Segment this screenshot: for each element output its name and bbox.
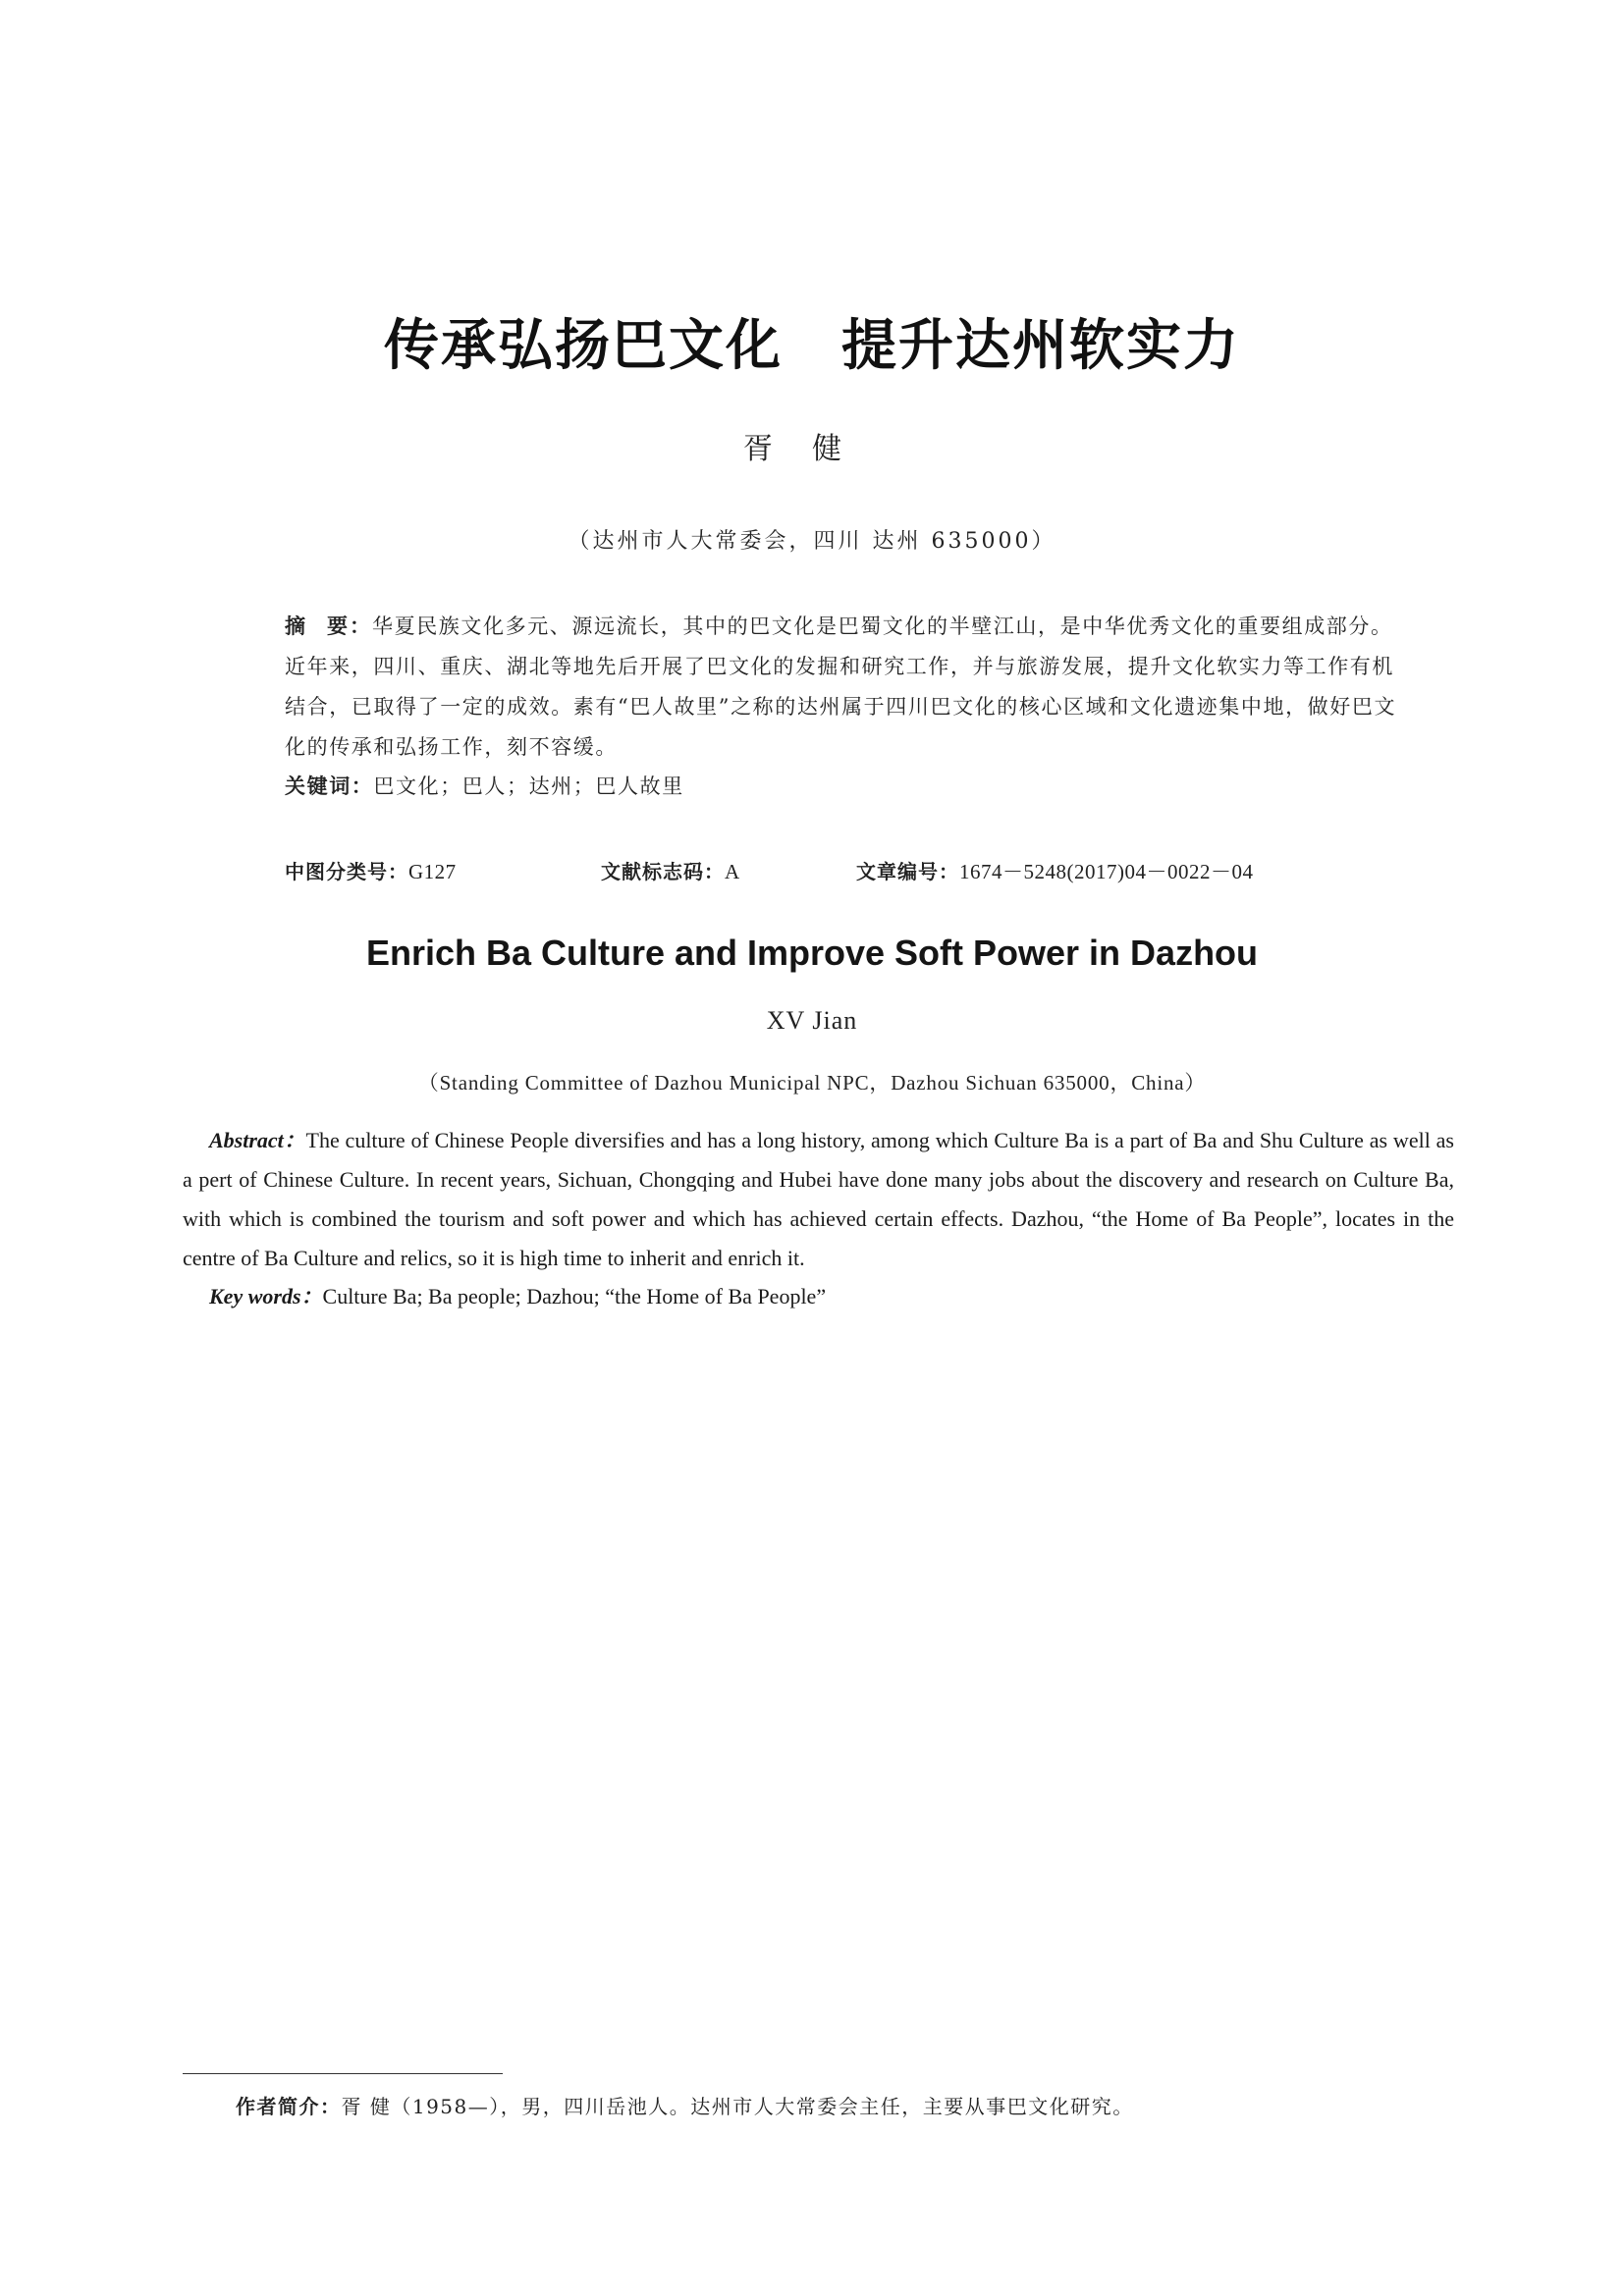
author-bio-label: 作者简介： xyxy=(236,2095,342,2118)
chinese-keywords-text: 巴文化；巴人；达州；巴人故里 xyxy=(373,774,684,798)
article-number xyxy=(856,856,1254,885)
chinese-title-part1: 传承弘扬巴文化 xyxy=(384,314,783,378)
chinese-title xyxy=(0,302,1624,381)
english-keywords xyxy=(183,1282,1454,1311)
english-title: Enrich Ba Culture and Improve Soft Power in Dazhou xyxy=(365,933,1259,973)
chinese-keywords-label: 关键词： xyxy=(285,774,374,798)
chinese-abstract xyxy=(285,607,1404,768)
classification-row xyxy=(285,856,1414,885)
chinese-abstract-label-text: 摘 要 xyxy=(285,614,350,638)
english-keywords-label: Key words： xyxy=(209,1284,323,1308)
clc-number xyxy=(285,856,457,884)
clc-value: G127 xyxy=(408,860,457,883)
article-number-label: 文章编号： xyxy=(856,860,959,883)
document-code xyxy=(601,856,740,884)
footnote-divider xyxy=(183,2073,503,2074)
english-abstract-label: Abstract： xyxy=(209,1128,306,1152)
document-code-label: 文献标志码： xyxy=(601,860,725,883)
chinese-keywords xyxy=(285,772,1404,801)
english-keywords-text: Culture Ba; Ba people; Dazhou; “the Home of Ba People” xyxy=(322,1284,827,1308)
document-code-value: A xyxy=(725,860,740,883)
chinese-author: 胥健 xyxy=(743,432,881,466)
english-affiliation: （Standing Committee of Dazhou Municipal NPC，Dazhou Sichuan 635000，China） xyxy=(417,1071,1207,1095)
chinese-abstract-label: 摘 要： xyxy=(285,614,372,638)
chinese-abstract-text: 华夏民族文化多元、源远流长，其中的巴文化是巴蜀文化的半壁江山，是中华优秀文化的重要组成部分。近年来，四川、重庆、湖北等地先后开展了巴文化的发掘和研究工作，并与旅游发展，提升文化软实力等工作有机结合，已取得了一定的成效。素有“巴人故里”之称的达州属于四川巴文化的核心区域和文化遗迹集中地，做好巴文化的传承和弘扬工作，刻不容缓。 xyxy=(285,614,1397,759)
clc-label: 中图分类号： xyxy=(285,860,408,883)
english-abstract xyxy=(183,1121,1454,1278)
chinese-title-part2: 提升达州软实力 xyxy=(841,314,1240,378)
chinese-affiliation: （达州市人大常委会，四川 达州 635000） xyxy=(568,529,1056,554)
english-author: XV Jian xyxy=(766,1006,858,1035)
author-bio-footnote xyxy=(236,2091,1414,2119)
article-number-value: 1674－5248(2017)04－0022－04 xyxy=(959,860,1254,883)
author-bio-text: 胥 健（1958—），男，四川岳池人。达州市人大常委会主任，主要从事巴文化研究。 xyxy=(341,2095,1134,2118)
english-abstract-text: The culture of Chinese People diversifies and has a long history, among which Culture Ba is a part of Ba and Shu Culture as well as a pert of Chinese Culture. In recent years, Sichuan, Chongqing and Hubei have done many jobs about the discovery and research on Culture Ba, with which is combined the tourism and soft power and which has achieved certain effects. Dazhou, “the Home of Ba People”, locates in the centre of Ba Culture and relics, so it is high time to inherit and enrich it. xyxy=(183,1128,1454,1270)
